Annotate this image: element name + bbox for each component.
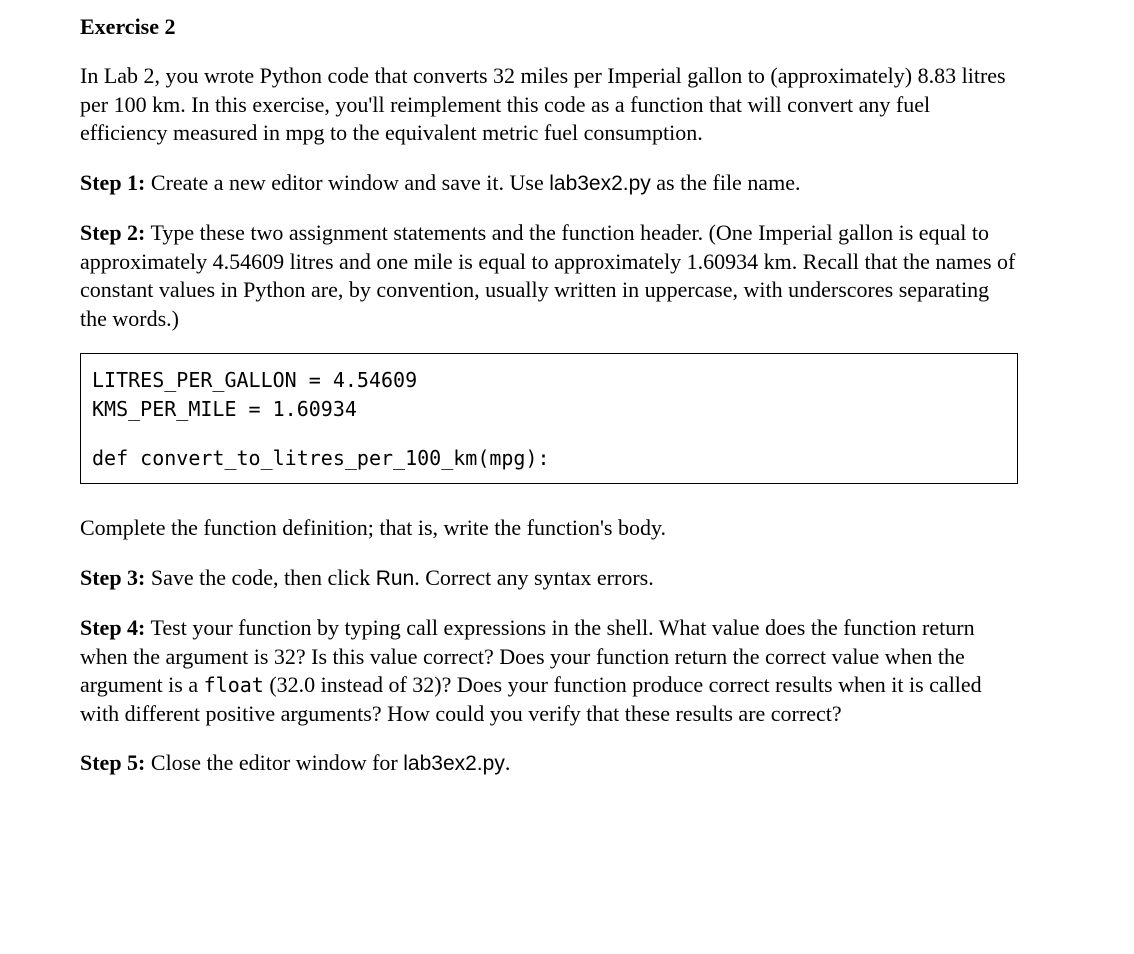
step-4-text-after: (32.0 instead of 32)? Does your function produce correct results when it is called with different positive arguments? How could you verify that these results are correct?: [80, 672, 982, 726]
step-5-text-after: .: [504, 750, 511, 775]
step-3-label: Step 3:: [80, 564, 146, 590]
code-line-litres-per-gallon: LITRES_PER_GALLON = 4.54609: [92, 368, 418, 392]
step-1-text-after: as the file name.: [656, 169, 801, 195]
step-4-label: Step 4:: [80, 615, 146, 640]
step-4-text-before: Test your function by typing call expressions in the shell. What value does the function return when the argument is 32? Is this value correct? Does your function return the correct value when the argument is a: [80, 615, 975, 697]
code-line-function-header: def convert_to_litres_per_100_km(mpg):: [92, 446, 550, 470]
code-block: [80, 353, 1018, 484]
code-blank-line: [92, 424, 1006, 444]
code-line-kms-per-mile: KMS_PER_MILE = 1.60934: [92, 397, 357, 421]
step-1-label: Step 1:: [80, 169, 146, 195]
page-title: Exercise 2: [80, 14, 176, 39]
step-5-label: Step 5:: [80, 750, 146, 775]
step-1-text-before: Create a new editor window and save it. Use: [150, 169, 544, 195]
step-3-run-word: Run: [375, 566, 415, 590]
step-3-text-after: . Correct any syntax errors.: [414, 564, 654, 590]
step-4-float-keyword: float: [203, 673, 264, 697]
step-5-filename: lab3ex2.py: [403, 752, 505, 775]
step-1-paragraph: [80, 169, 1020, 199]
step-4-paragraph: [80, 614, 1020, 728]
step-2-label: Step 2:: [80, 220, 146, 245]
step-3-text-before: Save the code, then click: [150, 564, 371, 590]
step-1-filename: lab3ex2.py: [549, 171, 651, 195]
step-5-paragraph: [80, 749, 1020, 779]
step-2-paragraph: [80, 219, 1020, 333]
step-5-text-before: Close the editor window for: [150, 750, 398, 775]
step-3-paragraph: [80, 564, 1020, 594]
complete-function-paragraph: Complete the function definition; that is, write the function's body.: [80, 515, 667, 540]
intro-paragraph: In Lab 2, you wrote Python code that converts 32 miles per Imperial gallon to (approximately) 8.83 litres per 100 km. In this exercise, you'll reimplement this code as a function that will convert any fuel efficiency measured in mpg to the equivalent metric fuel consumption.: [80, 63, 1006, 145]
step-2-text: Type these two assignment statements and the function header. (One Imperial gallon is equal to approximately 4.54609 litres and one mile is equal to approximately 1.60934 km. Recall that the names of constant values in Python are, by convention, usually written in uppercase, with underscores separating the words.): [80, 220, 1016, 331]
exercise-document: [80, 12, 1020, 800]
